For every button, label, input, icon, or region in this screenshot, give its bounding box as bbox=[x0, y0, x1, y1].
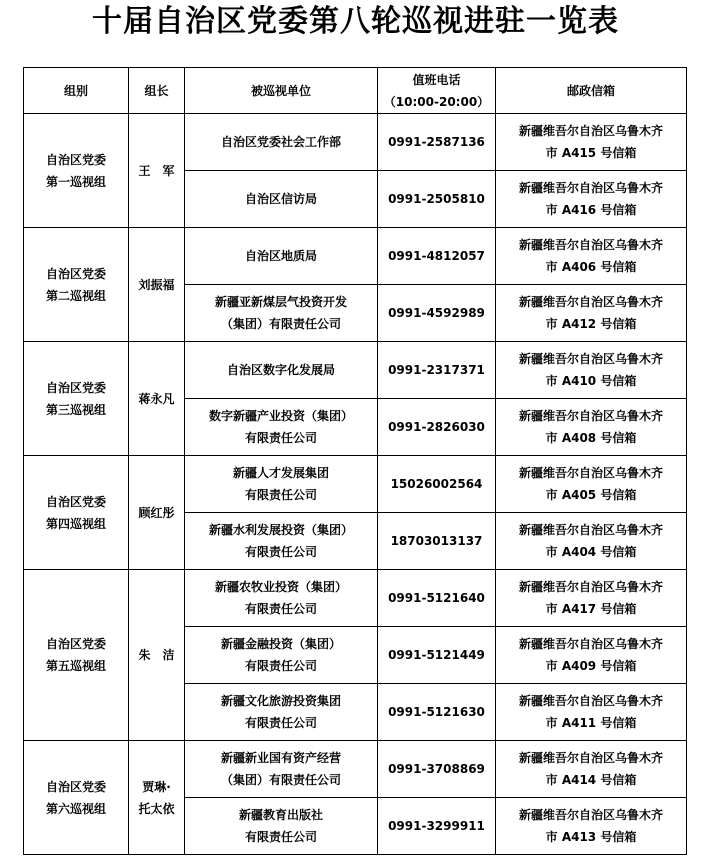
unit-name-line: 有限责任公司 bbox=[244, 659, 317, 673]
unit-cell bbox=[185, 456, 378, 513]
mailbox-line: 新疆维吾尔自治区乌鲁木齐 bbox=[518, 523, 663, 537]
unit-cell bbox=[185, 798, 378, 855]
unit-name-line: 有限责任公司 bbox=[244, 488, 317, 502]
mailbox-line: 新疆维吾尔自治区乌鲁木齐 bbox=[518, 295, 663, 309]
mailbox-line: 新疆维吾尔自治区乌鲁木齐 bbox=[518, 694, 663, 708]
table-body bbox=[24, 114, 687, 855]
mailbox-cell bbox=[496, 741, 687, 798]
mailbox-cell bbox=[496, 684, 687, 741]
leader-name: 蒋永凡 bbox=[138, 391, 175, 406]
table-row bbox=[24, 741, 687, 798]
mailbox-line: 市 A410 号信箱 bbox=[545, 374, 637, 388]
mailbox-line: 新疆维吾尔自治区乌鲁木齐 bbox=[518, 409, 663, 423]
group-name-cell bbox=[24, 570, 129, 741]
leader-cell bbox=[129, 228, 185, 342]
leader-cell bbox=[129, 741, 185, 855]
unit-cell bbox=[185, 741, 378, 798]
unit-name-line: 有限责任公司 bbox=[244, 431, 317, 445]
group-name-line: 第四巡视组 bbox=[45, 516, 106, 531]
header-mailbox: 邮政信箱 bbox=[496, 68, 687, 114]
leader-name: 刘振福 bbox=[138, 277, 175, 292]
unit-name-line: 自治区党委社会工作部 bbox=[220, 135, 341, 149]
unit-name-line: 有限责任公司 bbox=[244, 830, 317, 844]
group-name-cell bbox=[24, 342, 129, 456]
leader-name: 贾琳· bbox=[142, 779, 171, 794]
phone-cell: 0991-5121640 bbox=[378, 570, 496, 627]
mailbox-cell bbox=[496, 114, 687, 171]
mailbox-line: 市 A416 号信箱 bbox=[545, 203, 637, 217]
phone-cell: 0991-4592989 bbox=[378, 285, 496, 342]
group-name-line: 自治区党委 bbox=[45, 266, 106, 281]
group-name-line: 第一巡视组 bbox=[45, 174, 106, 189]
phone-cell: 18703013137 bbox=[378, 513, 496, 570]
group-name-line: 自治区党委 bbox=[45, 152, 106, 167]
header-group: 组别 bbox=[24, 68, 129, 114]
group-name-line: 第三巡视组 bbox=[45, 402, 106, 417]
unit-cell bbox=[185, 570, 378, 627]
mailbox-cell bbox=[496, 399, 687, 456]
mailbox-line: 市 A406 号信箱 bbox=[545, 260, 637, 274]
leader-name: 朱 洁 bbox=[138, 648, 175, 662]
header-leader: 组长 bbox=[129, 68, 185, 114]
mailbox-line: 市 A414 号信箱 bbox=[545, 773, 637, 787]
header-phone-label: 值班电话 bbox=[412, 72, 461, 87]
mailbox-cell bbox=[496, 570, 687, 627]
group-name-line: 自治区党委 bbox=[45, 637, 106, 651]
group-name-line: 自治区党委 bbox=[45, 380, 106, 395]
unit-name-line: 新疆金融投资（集团） bbox=[220, 637, 341, 651]
unit-name-line: 有限责任公司 bbox=[244, 716, 317, 730]
mailbox-line: 市 A413 号信箱 bbox=[545, 830, 637, 844]
unit-name-line: 新疆农牧业投资（集团） bbox=[214, 580, 347, 594]
group-name-line: 第六巡视组 bbox=[45, 801, 106, 816]
unit-name-line: 新疆新业国有资产经营 bbox=[220, 751, 341, 765]
header-unit: 被巡视单位 bbox=[185, 68, 378, 114]
unit-cell bbox=[185, 285, 378, 342]
unit-name-line: 新疆教育出版社 bbox=[238, 808, 323, 822]
group-name-line: 第五巡视组 bbox=[45, 659, 106, 673]
mailbox-line: 新疆维吾尔自治区乌鲁木齐 bbox=[518, 466, 663, 480]
unit-name-line: （集团）有限责任公司 bbox=[220, 317, 341, 331]
group-name-cell bbox=[24, 456, 129, 570]
group-name-cell bbox=[24, 228, 129, 342]
phone-cell: 0991-2505810 bbox=[378, 171, 496, 228]
leader-name: 托太依 bbox=[138, 801, 175, 816]
leader-name: 王 军 bbox=[138, 163, 175, 178]
phone-cell: 0991-4812057 bbox=[378, 228, 496, 285]
unit-cell bbox=[185, 684, 378, 741]
mailbox-line: 新疆维吾尔自治区乌鲁木齐 bbox=[518, 352, 663, 366]
phone-cell: 0991-3708869 bbox=[378, 741, 496, 798]
page-title: 十届自治区党委第八轮巡视进驻一览表 bbox=[92, 4, 619, 39]
unit-name-line: 自治区数字化发展局 bbox=[226, 363, 335, 377]
unit-cell bbox=[185, 399, 378, 456]
unit-name-line: 有限责任公司 bbox=[244, 545, 317, 559]
mailbox-line: 市 A405 号信箱 bbox=[545, 488, 637, 502]
mailbox-line: 新疆维吾尔自治区乌鲁木齐 bbox=[518, 181, 663, 195]
leader-name: 顾红彤 bbox=[138, 505, 175, 520]
phone-cell: 0991-5121449 bbox=[378, 627, 496, 684]
unit-name-line: 有限责任公司 bbox=[244, 602, 317, 616]
mailbox-cell bbox=[496, 342, 687, 399]
mailbox-cell bbox=[496, 456, 687, 513]
phone-cell: 15026002564 bbox=[378, 456, 496, 513]
leader-cell bbox=[129, 114, 185, 228]
mailbox-line: 新疆维吾尔自治区乌鲁木齐 bbox=[518, 808, 663, 822]
mailbox-line: 市 A417 号信箱 bbox=[545, 602, 637, 616]
header-phone-hours: （10:00-20:00） bbox=[383, 94, 490, 109]
group-name-line: 自治区党委 bbox=[45, 779, 106, 794]
unit-cell bbox=[185, 513, 378, 570]
mailbox-line: 新疆维吾尔自治区乌鲁木齐 bbox=[518, 751, 663, 765]
phone-cell: 0991-2826030 bbox=[378, 399, 496, 456]
leader-cell bbox=[129, 456, 185, 570]
mailbox-line: 新疆维吾尔自治区乌鲁木齐 bbox=[518, 580, 663, 594]
unit-cell bbox=[185, 342, 378, 399]
unit-name-line: 新疆人才发展集团 bbox=[232, 466, 329, 480]
unit-cell bbox=[185, 228, 378, 285]
table-row bbox=[24, 570, 687, 627]
header-phone bbox=[378, 68, 496, 114]
unit-cell bbox=[185, 114, 378, 171]
table-header-row bbox=[24, 68, 687, 114]
unit-name-line: 自治区地质局 bbox=[244, 249, 317, 263]
mailbox-cell bbox=[496, 285, 687, 342]
mailbox-line: 新疆维吾尔自治区乌鲁木齐 bbox=[518, 124, 663, 138]
mailbox-line: 新疆维吾尔自治区乌鲁木齐 bbox=[518, 238, 663, 252]
mailbox-cell bbox=[496, 627, 687, 684]
mailbox-line: 市 A408 号信箱 bbox=[545, 431, 637, 445]
table-row bbox=[24, 456, 687, 513]
phone-cell: 0991-2587136 bbox=[378, 114, 496, 171]
mailbox-line: 新疆维吾尔自治区乌鲁木齐 bbox=[518, 637, 663, 651]
mailbox-cell bbox=[496, 513, 687, 570]
phone-cell: 0991-3299911 bbox=[378, 798, 496, 855]
mailbox-line: 市 A412 号信箱 bbox=[545, 317, 637, 331]
mailbox-cell bbox=[496, 798, 687, 855]
mailbox-line: 市 A409 号信箱 bbox=[545, 659, 637, 673]
phone-cell: 0991-5121630 bbox=[378, 684, 496, 741]
leader-cell bbox=[129, 342, 185, 456]
mailbox-line: 市 A415 号信箱 bbox=[545, 146, 637, 160]
unit-cell bbox=[185, 627, 378, 684]
table-row bbox=[24, 342, 687, 399]
mailbox-cell bbox=[496, 171, 687, 228]
unit-name-line: 自治区信访局 bbox=[244, 192, 317, 206]
leader-cell bbox=[129, 570, 185, 741]
unit-name-line: 新疆水利发展投资（集团） bbox=[208, 523, 353, 537]
group-name-cell bbox=[24, 741, 129, 855]
table-row bbox=[24, 228, 687, 285]
unit-name-line: 数字新疆产业投资（集团） bbox=[208, 409, 353, 423]
group-name-line: 自治区党委 bbox=[45, 494, 106, 509]
group-name-cell bbox=[24, 114, 129, 228]
group-name-line: 第二巡视组 bbox=[45, 288, 106, 303]
phone-cell: 0991-2317371 bbox=[378, 342, 496, 399]
table-row bbox=[24, 114, 687, 171]
inspection-table bbox=[23, 67, 687, 855]
mailbox-line: 市 A404 号信箱 bbox=[545, 545, 637, 559]
unit-name-line: 新疆文化旅游投资集团 bbox=[220, 694, 341, 708]
mailbox-cell bbox=[496, 228, 687, 285]
mailbox-line: 市 A411 号信箱 bbox=[545, 716, 637, 730]
unit-name-line: 新疆亚新煤层气投资开发 bbox=[214, 295, 347, 309]
unit-cell bbox=[185, 171, 378, 228]
unit-name-line: （集团）有限责任公司 bbox=[220, 773, 341, 787]
